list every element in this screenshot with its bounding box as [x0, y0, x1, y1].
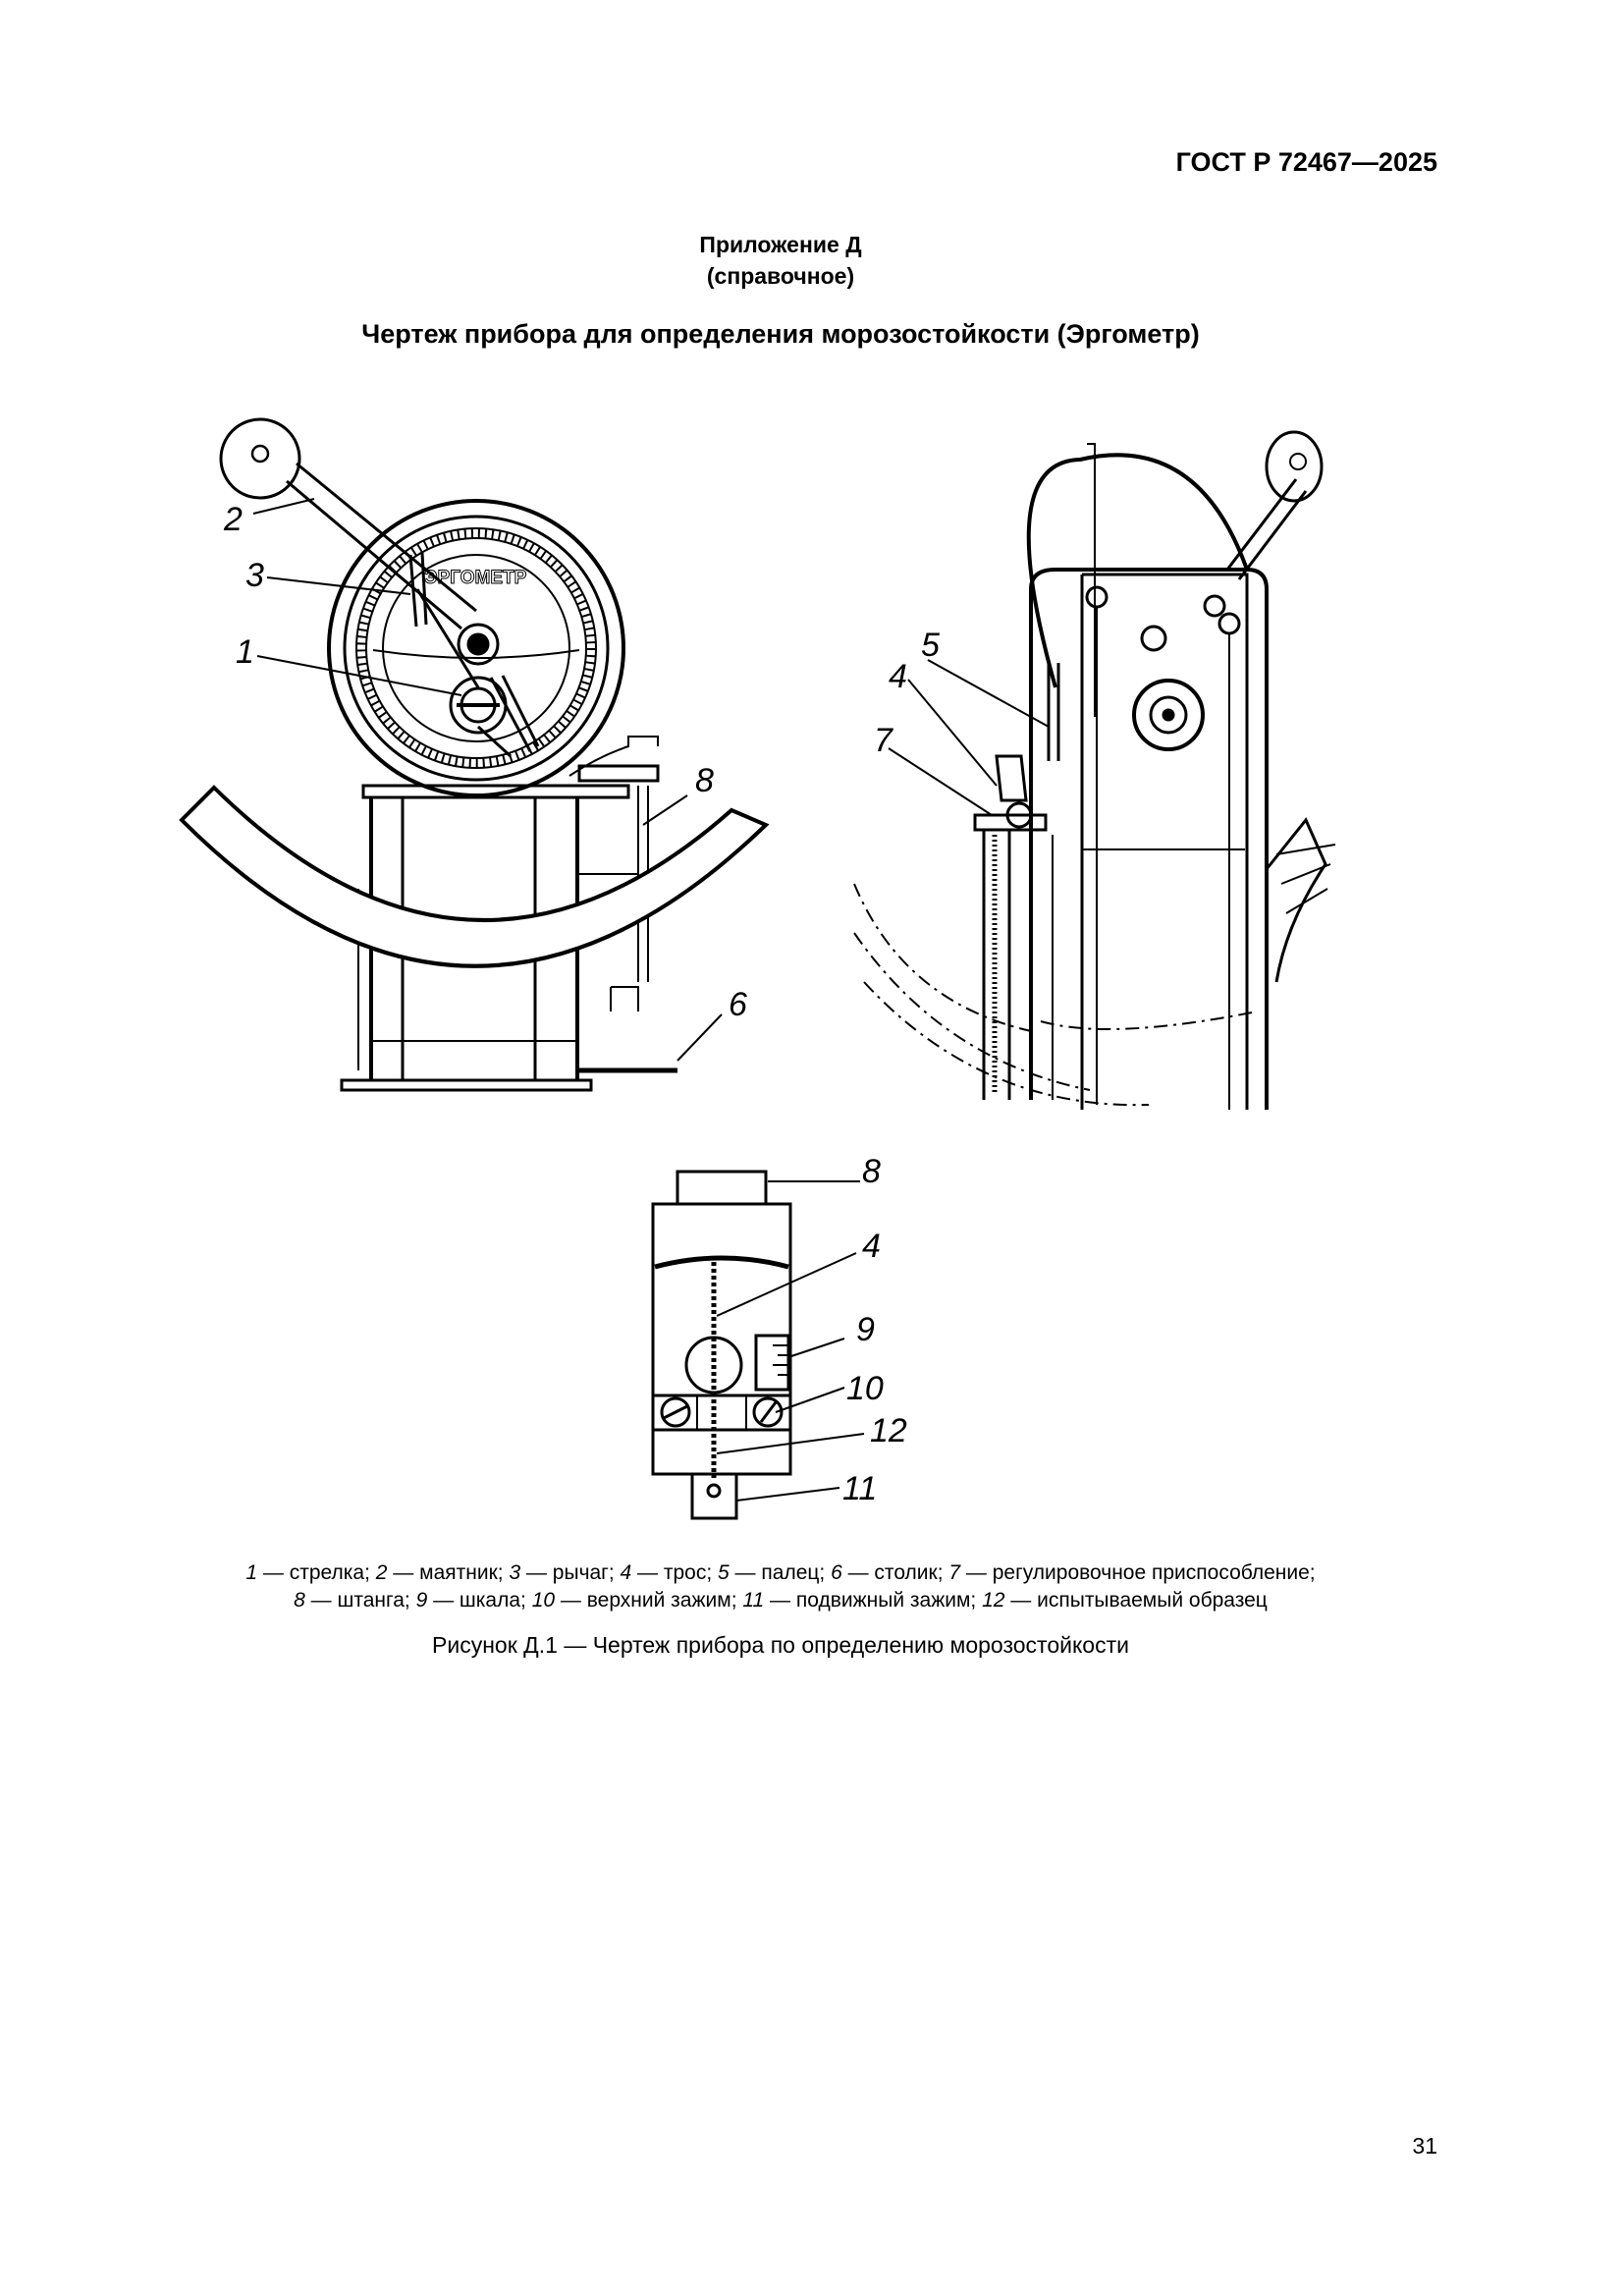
side-view [854, 432, 1335, 1110]
appendix-type: (справочное) [706, 263, 855, 289]
front-view [182, 419, 766, 1090]
label-6: 6 [729, 986, 747, 1023]
document-code: ГОСТ Р 72467—2025 [1175, 147, 1437, 177]
label-2: 2 [224, 501, 243, 538]
arrow-needle [417, 589, 511, 756]
label-8: 8 [862, 1153, 881, 1190]
label-12: 12 [870, 1412, 907, 1449]
upper-clamp-body [653, 1204, 790, 1395]
clamp-assembly-view [653, 1172, 790, 1518]
figure-caption: Рисунок Д.1 — Чертеж прибора по определению морозостойкости [432, 1632, 1129, 1658]
label-7: 7 [874, 722, 893, 759]
page-number: 31 [1412, 2133, 1437, 2159]
label-5: 5 [921, 627, 940, 664]
label-9: 9 [856, 1311, 875, 1348]
appendix-name: Приложение Д [699, 232, 862, 257]
label-1: 1 [236, 633, 254, 671]
base-plate [342, 1080, 591, 1090]
rod-top [677, 1172, 766, 1204]
side-pendulum-weight [1267, 432, 1322, 501]
appendix-title: Чертеж прибора для определения морозостойкости (Эргометр) [361, 319, 1200, 349]
legend-line-2: 8 — штанга; 9 — шкала; 10 — верхний зажим; 11 — подвижный зажим; 12 — испытываемый образец [294, 1589, 1268, 1612]
dial-text: ЭРГОМЕТР [424, 568, 527, 588]
label-8-front: 8 [695, 762, 714, 799]
figure-legend [0, 1559, 1561, 1614]
label-11: 11 [842, 1470, 878, 1507]
label-4: 4 [862, 1228, 881, 1265]
label-4-side: 4 [889, 658, 907, 695]
label-3: 3 [245, 557, 264, 594]
legend-line-1: 1 — стрелка; 2 — маятник; 3 — рычаг; 4 — трос; 5 — палец; 6 — столик; 7 — регулировочное приспособление; [245, 1561, 1316, 1584]
label-10: 10 [846, 1370, 884, 1407]
pendulum-weight [221, 419, 299, 498]
arc-guard [182, 788, 766, 966]
pendulum-arm [287, 464, 476, 629]
scale [756, 1336, 788, 1390]
